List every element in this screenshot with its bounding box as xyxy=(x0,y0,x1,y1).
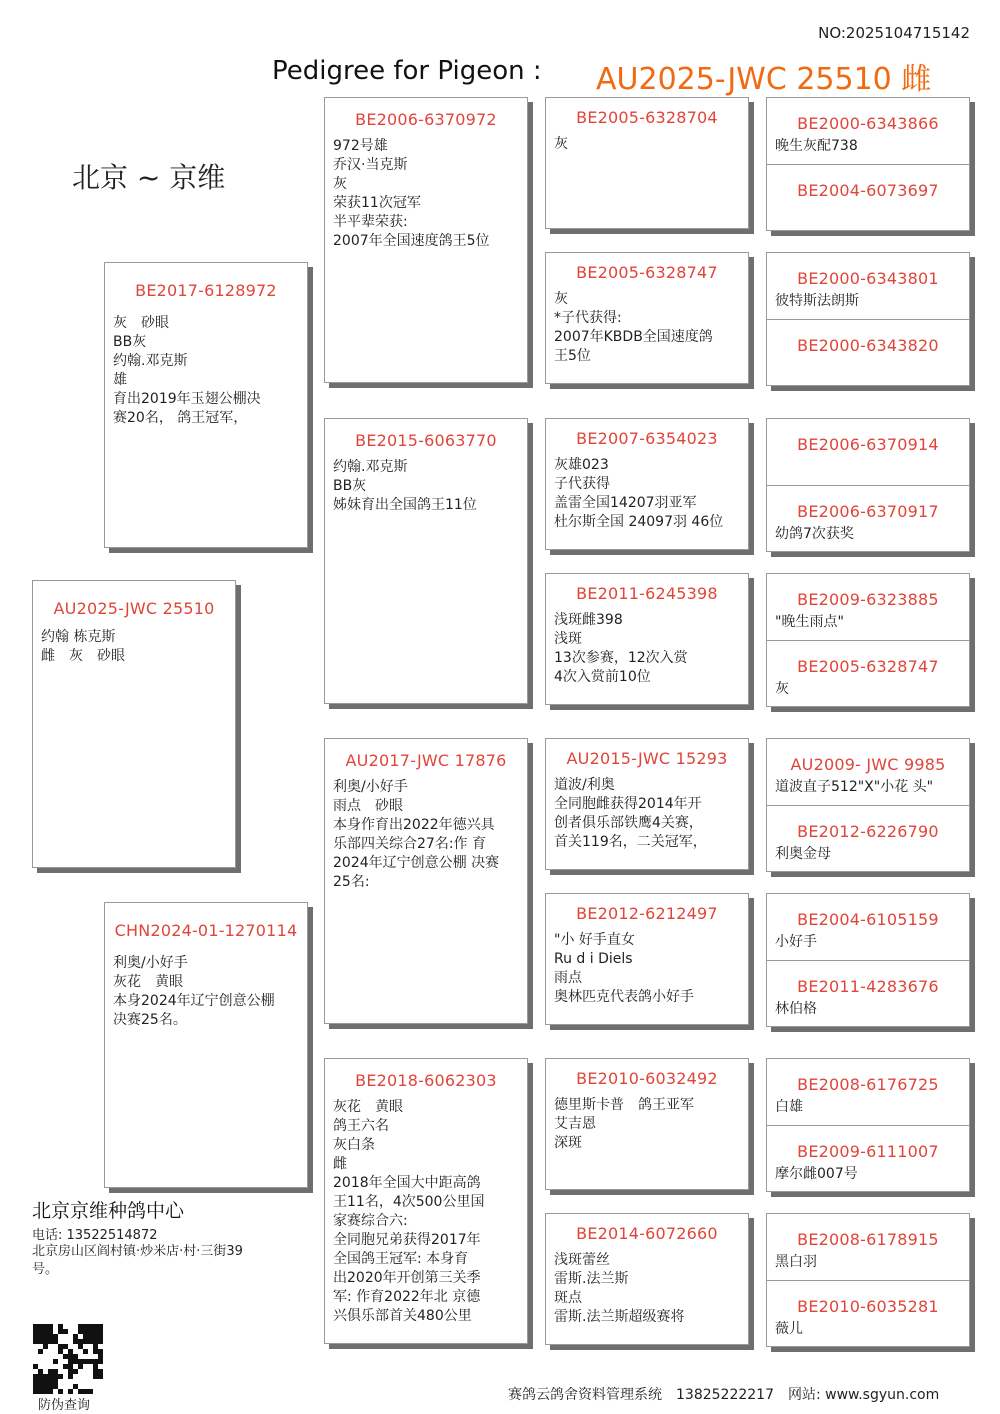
sire-ring: BE2017-6128972 xyxy=(135,281,277,300)
great-grandparent-ring: BE2007-6354023 xyxy=(576,429,718,448)
footer-system: 赛鸽云鸽舍资料管理系统 13825222217 网站: www.sgyun.com xyxy=(508,1387,940,1403)
qr-module xyxy=(58,1374,63,1379)
ggg-notes: 摩尔雌007号 xyxy=(775,1166,858,1182)
ggg-sire-entry xyxy=(767,1059,969,1126)
great-grandparent-ring: BE2014-6072660 xyxy=(576,1224,718,1243)
great-great-grandparent-pair-card xyxy=(766,573,970,707)
dam-card xyxy=(104,902,308,1188)
ggg-sire-entry xyxy=(767,894,969,961)
qr-code-icon[interactable] xyxy=(33,1324,103,1394)
gp-ss-notes: 972号雄 乔汉·当克斯 灰 荣获11次冠军 半平辈荣获: 2007年全国速度鸽王5位 xyxy=(333,138,490,249)
granddam-maternal-card xyxy=(324,1058,528,1344)
ggg-notes: 彼特斯法朗斯 xyxy=(775,293,859,309)
gp-ds-ring: AU2017-JWC 17876 xyxy=(345,751,507,770)
ggg-notes: 薇儿 xyxy=(775,1321,803,1337)
qr-label: 防伪查询 xyxy=(38,1398,91,1413)
pair-divider xyxy=(767,1125,969,1126)
great-grandparent-ring: BE2005-6328704 xyxy=(576,108,718,127)
subject-notes: 约翰 栋克斯 雌 灰 砂眼 xyxy=(41,629,125,664)
granddam-paternal-card xyxy=(324,418,528,704)
ggg-sire-entry xyxy=(767,419,969,486)
great-grandparent-card xyxy=(545,418,749,550)
ggg-ring: BE2012-6226790 xyxy=(797,822,939,841)
ggg-ring: BE2005-6328747 xyxy=(797,657,939,676)
ggg-ring: BE2009-6323885 xyxy=(797,590,939,609)
great-grandparent-card xyxy=(545,97,749,229)
qr-module xyxy=(43,1344,48,1349)
sire-notes: 灰 砂眼 BB灰 约翰.邓克斯 雄 育出2019年玉翅公棚决 赛20名， 鸽王冠军， xyxy=(113,315,261,426)
gp-dd-notes: 灰花 黄眼 鸽王六名 灰白条 雌 2018年全国大中距高鸽 王11名，4次500公里国 家赛综合六: 全同胞兄弟获得2017年 全国鸽王冠军: 本身育 出2020年开创第三关季 军: 作育2022年北 京德 兴俱乐部首关480公里 xyxy=(333,1099,485,1324)
ggg-dam-entry xyxy=(767,320,969,387)
subject-ring: AU2025-JWC 25510 xyxy=(53,599,215,618)
gp-dd-ring: BE2018-6062303 xyxy=(355,1071,497,1090)
ggg-notes: 利奥金母 xyxy=(775,846,831,862)
great-grandparent-ring: BE2011-6245398 xyxy=(576,584,718,603)
ggg-sire-entry xyxy=(767,98,969,165)
great-grandparent-notes: 灰 xyxy=(554,136,568,152)
great-grandparent-card xyxy=(545,573,749,705)
ggg-notes: 幼鸽7次获奖 xyxy=(775,526,854,542)
qr-module xyxy=(73,1369,78,1374)
qr-module xyxy=(83,1349,88,1354)
qr-module xyxy=(98,1374,103,1379)
ggg-ring: BE2008-6178915 xyxy=(797,1230,939,1249)
ggg-ring: BE2004-6073697 xyxy=(797,181,939,200)
ggg-notes: 白雄 xyxy=(775,1099,803,1115)
pair-divider xyxy=(767,319,969,320)
ggg-sire-entry xyxy=(767,253,969,320)
great-grandparent-notes: 道波/利奥 全同胞雌获得2014年开 创者俱乐部铁鹰4关赛， 首关119名，二关冠军， xyxy=(554,777,707,850)
ggg-notes xyxy=(767,454,969,458)
ggg-dam-entry xyxy=(767,486,969,553)
qr-module xyxy=(98,1339,103,1344)
ggg-dam-entry xyxy=(767,1281,969,1348)
ggg-dam-entry xyxy=(767,961,969,1028)
pair-divider xyxy=(767,1280,969,1281)
great-grandparent-card xyxy=(545,1213,749,1345)
great-grandparent-notes: 浅斑雌398 浅斑 13次参赛，12次入赏 4次入赏前10位 xyxy=(554,612,688,685)
great-grandparent-card xyxy=(545,738,749,870)
subject-card xyxy=(32,580,236,868)
pair-divider xyxy=(767,805,969,806)
ggg-notes: 小好手 xyxy=(775,934,817,950)
ggg-notes: 道波直子512"X"小花 头" xyxy=(775,779,934,795)
great-great-grandparent-pair-card xyxy=(766,738,970,872)
page-title: Pedigree for Pigeon : xyxy=(272,56,542,86)
qr-module xyxy=(53,1359,58,1364)
great-great-grandparent-pair-card xyxy=(766,418,970,552)
ggg-ring: BE2006-6370917 xyxy=(797,502,939,521)
ggg-notes: 林伯格 xyxy=(775,1001,817,1017)
great-great-grandparent-pair-card xyxy=(766,97,970,231)
qr-module xyxy=(98,1359,103,1364)
qr-module xyxy=(63,1329,68,1334)
ggg-sire-entry xyxy=(767,574,969,641)
great-grandparent-notes: 灰 *子代获得: 2007年KBDB全国速度鸽 王5位 xyxy=(554,291,713,364)
breeding-center-name: 北京京维种鸽中心 xyxy=(32,1200,185,1222)
gp-ds-notes: 利奥/小好手 雨点 砂眼 本身作育出2022年德兴具 乐部四关综合27名:作 育 2024年辽宁创意公棚 决赛 25名: xyxy=(333,779,500,890)
gp-ss-ring: BE2006-6370972 xyxy=(355,110,497,129)
ggg-notes: "晚生雨点" xyxy=(775,614,844,630)
great-great-grandparent-pair-card xyxy=(766,1213,970,1347)
great-grandparent-card xyxy=(545,252,749,384)
ggg-ring: BE2010-6035281 xyxy=(797,1297,939,1316)
great-grandparent-ring: AU2015-JWC 15293 xyxy=(566,749,728,768)
ggg-dam-entry xyxy=(767,806,969,873)
document-number: NO:2025104715142 xyxy=(818,24,970,42)
gp-sd-notes: 约翰.邓克斯 BB灰 姊妹育出全国鸽王11位 xyxy=(333,459,477,513)
ggg-ring: BE2000-6343801 xyxy=(797,269,939,288)
contact-address: 北京房山区阎村镇·炒米店·村·三街39 号。 xyxy=(32,1244,243,1277)
grandsire-maternal-card xyxy=(324,738,528,1024)
great-grandparent-notes: 灰雄023 子代获得 盖雷全国14207羽亚军 杜尔斯全国 24097羽 46位 xyxy=(554,457,724,530)
great-grandparent-ring: BE2012-6212497 xyxy=(576,904,718,923)
ggg-notes: 黑白羽 xyxy=(775,1254,817,1270)
ggg-dam-entry xyxy=(767,1126,969,1193)
pair-divider xyxy=(767,960,969,961)
pair-divider xyxy=(767,485,969,486)
qr-module xyxy=(78,1364,83,1369)
great-great-grandparent-pair-card xyxy=(766,252,970,386)
ggg-notes: 灰 xyxy=(775,681,789,697)
dam-notes: 利奥/小好手 灰花 黄眼 本身2024年辽宁创意公棚 决赛25名。 xyxy=(113,955,275,1028)
great-grandparent-ring: BE2010-6032492 xyxy=(576,1069,718,1088)
ggg-ring: BE2000-6343866 xyxy=(797,114,939,133)
qr-module xyxy=(68,1374,73,1379)
ggg-dam-entry xyxy=(767,641,969,708)
ggg-sire-entry xyxy=(767,739,969,806)
loft-name: 北京 ~ 京维 xyxy=(72,161,226,194)
great-great-grandparent-pair-card xyxy=(766,1058,970,1192)
contact-phone: 电话: 13522514872 xyxy=(32,1228,158,1243)
great-grandparent-notes: 德里斯卡普 鸽王亚军 艾吉恩 深斑 xyxy=(554,1097,694,1151)
grandsire-paternal-card xyxy=(324,97,528,383)
ggg-dam-entry xyxy=(767,165,969,232)
ggg-ring: BE2008-6176725 xyxy=(797,1075,939,1094)
pigeon-id-heading: AU2025-JWC 25510 雌 xyxy=(596,62,932,97)
ggg-ring: AU2009- JWC 9985 xyxy=(790,755,946,774)
pair-divider xyxy=(767,164,969,165)
ggg-sire-entry xyxy=(767,1214,969,1281)
ggg-ring: BE2009-6111007 xyxy=(797,1142,939,1161)
gp-sd-ring: BE2015-6063770 xyxy=(355,431,497,450)
qr-module xyxy=(38,1349,43,1354)
great-grandparent-notes: "小 好手直女 Ru d i Diels 雨点 奥林匹克代表鸽小好手 xyxy=(554,932,694,1005)
sire-card xyxy=(104,262,308,548)
ggg-notes xyxy=(767,200,969,204)
great-grandparent-card xyxy=(545,893,749,1025)
ggg-ring: BE2011-4283676 xyxy=(797,977,939,996)
dam-ring: CHN2024-01-1270114 xyxy=(114,921,298,940)
ggg-notes xyxy=(767,355,969,359)
ggg-notes: 晚生灰配738 xyxy=(775,138,858,154)
great-great-grandparent-pair-card xyxy=(766,893,970,1027)
pair-divider xyxy=(767,640,969,641)
great-grandparent-ring: BE2005-6328747 xyxy=(576,263,718,282)
great-grandparent-card xyxy=(545,1058,749,1190)
ggg-ring: BE2000-6343820 xyxy=(797,336,939,355)
great-grandparent-notes: 浅斑蕾丝 雷斯.法兰斯 斑点 雷斯.法兰斯超级赛将 xyxy=(554,1252,685,1325)
ggg-ring: BE2004-6105159 xyxy=(797,910,939,929)
ggg-ring: BE2006-6370914 xyxy=(797,435,939,454)
